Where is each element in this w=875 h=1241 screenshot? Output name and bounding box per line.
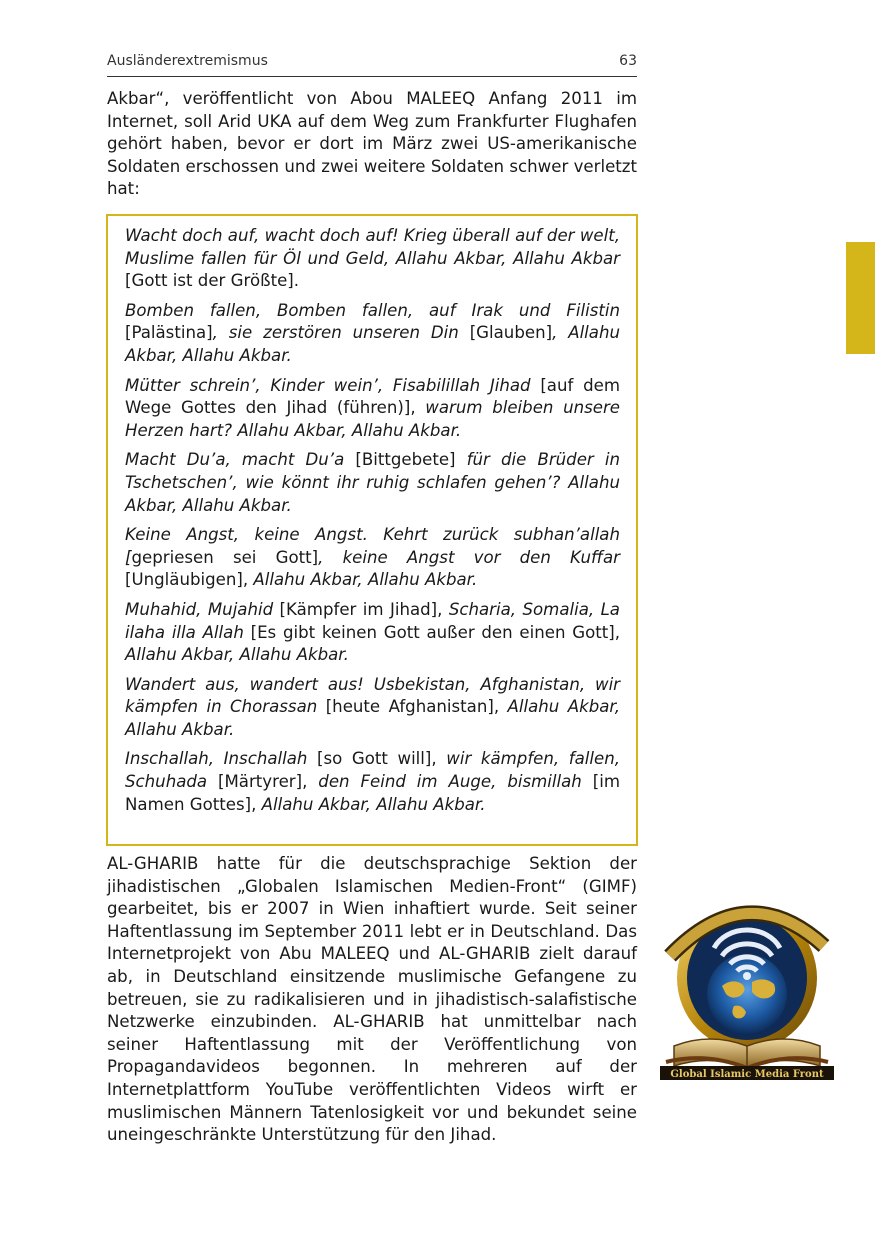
stanza-8 [125,748,620,816]
stanza-italic: Muhahid, Mujahid [125,599,274,619]
stanza-italic: Scharia, Somalia, La ilaha illa Allah [125,599,620,642]
lyrics-quote [125,225,620,823]
stanza-italic: Allahu Akbar, Allahu Akbar. [261,794,486,814]
stanza-gloss: [Palästina] [125,323,213,343]
stanza-italic: , Allahu Akbar, Allahu Akbar. [125,323,620,365]
stanza-4 [125,449,620,517]
logo-caption: Global Islamic Media Front [670,1069,824,1080]
stanza-gloss: [Kämpfer im Jihad], [273,599,449,619]
stanza-italic: wir kämpfen, fallen, Schuhada [125,749,621,792]
body-paragraph: AL-GHARIB hatte für die deutschsprachige Sektion der jihadistischen „Globalen Islamischen Medien-Front“ (GIMF) gearbeitet, bis er 2007 in Wien inhaftiert wurde. Seit seiner Haftentlassung im September 2011 lebt er in Deutschland. Das Internetprojekt von Abu MALEEQ und AL-GHARIB zielt darauf ab, in Deutschland einsitzende muslimische Gefangene zu betreuen, sie zu radikalisieren und in jihadistisch-salafistische Netzwerke einzubinden. AL-GHARIB hat unmittelbar nach seiner Haftentlassung mit der Veröffentlichung von Propagandavideos begonnen. In mehreren auf der Internetplattform YouTube veröffentlichten Videos wirft er muslimischen Männern Tatenlosigkeit vor und bekundet seine uneingeschränkte Unterstützung für den Jihad. [107,854,637,1145]
stanza-gloss: [Glauben] [458,323,553,343]
stanza-italic: den Feind im Auge, bismillah [318,772,582,792]
chapter-tab-marker [846,242,875,354]
stanza-gloss: [Märtyrer], [207,772,319,792]
header-title: Ausländerextremismus [107,53,268,69]
stanza-1 [125,225,620,293]
stanza-gloss: [Es gibt keinen Gott außer den einen Gott], [243,622,620,642]
stanza-2 [125,300,620,368]
page-number: 63 [619,53,637,69]
stanza-italic: Macht Du’a, macht Du’a [125,450,345,470]
stanza-gloss: [so Gott will], [307,749,447,769]
stanza-3 [125,375,620,443]
intro-paragraph: Akbar“, veröffentlicht von Abou MALEEQ Anfang 2011 im Internet, soll Arid UKA auf dem Weg zum Frankfurter Flughafen gehört haben, bevor er dort im März zwei US-amerikanische Soldaten erschossen und zwei weitere Soldaten schwer verletzt hat: [107,89,637,199]
stanza-gloss: [heute Afghanistan], [317,697,508,717]
stanza-6 [125,599,620,667]
stanza-italic: Allahu Akbar, Allahu Akbar. [125,645,349,665]
gimf-logo-image [652,886,842,1082]
stanza-italic: Keine Angst, keine Angst. Kehrt zurück subhan’allah [ [125,525,620,567]
stanza-italic: , keine Angst vor den Kuffar [318,547,620,567]
running-header [107,50,637,77]
stanza-italic: Bomben fallen, Bomben fallen, auf Irak und Filistin [125,300,620,320]
stanza-italic: Allahu Akbar, Allahu Akbar. [125,697,620,739]
stanza-italic: Wacht doch auf, wacht doch auf! Krieg überall auf der welt, Muslime fallen für Öl und Geld, Allahu Akbar, Allahu Akbar [125,226,620,268]
stanza-gloss: gepriesen sei Gott] [131,547,319,567]
stanza-gloss: [auf dem Wege Gottes den Jihad (führen)], [125,375,620,418]
stanza-gloss: [Bittgebete] [344,450,467,470]
quote-box [106,214,638,846]
stanza-italic: Mütter schrein’, Kinder wein’, Fisabilillah Jihad [125,375,531,395]
stanza-gloss: [Gott ist der Größte]. [125,271,300,291]
stanza-5 [125,524,620,592]
stanza-italic: für die Brüder in Tschetschen’, wie könnt ihr ruhig schlafen gehen’? Allahu Akbar, Allahu Akbar. [125,450,620,515]
stanza-italic: Inschallah, Inschallah [125,749,308,769]
stanza-italic: , sie zerstören unseren Din [212,323,459,343]
stanza-7 [125,674,620,742]
stanza-gloss: [Ungläubigen], [125,570,254,590]
stanza-italic: Wandert aus, wandert aus! Usbekistan, Afghanistan, wir kämpfen in Chorassan [125,674,620,717]
stanza-gloss: [im Namen Gottes], [125,772,620,814]
gimf-logo-icon [652,886,842,1082]
stanza-italic: warum bleiben unsere Herzen hart? Allahu Akbar, Allahu Akbar. [125,398,620,440]
stanza-italic: Allahu Akbar, Allahu Akbar. [253,570,478,590]
